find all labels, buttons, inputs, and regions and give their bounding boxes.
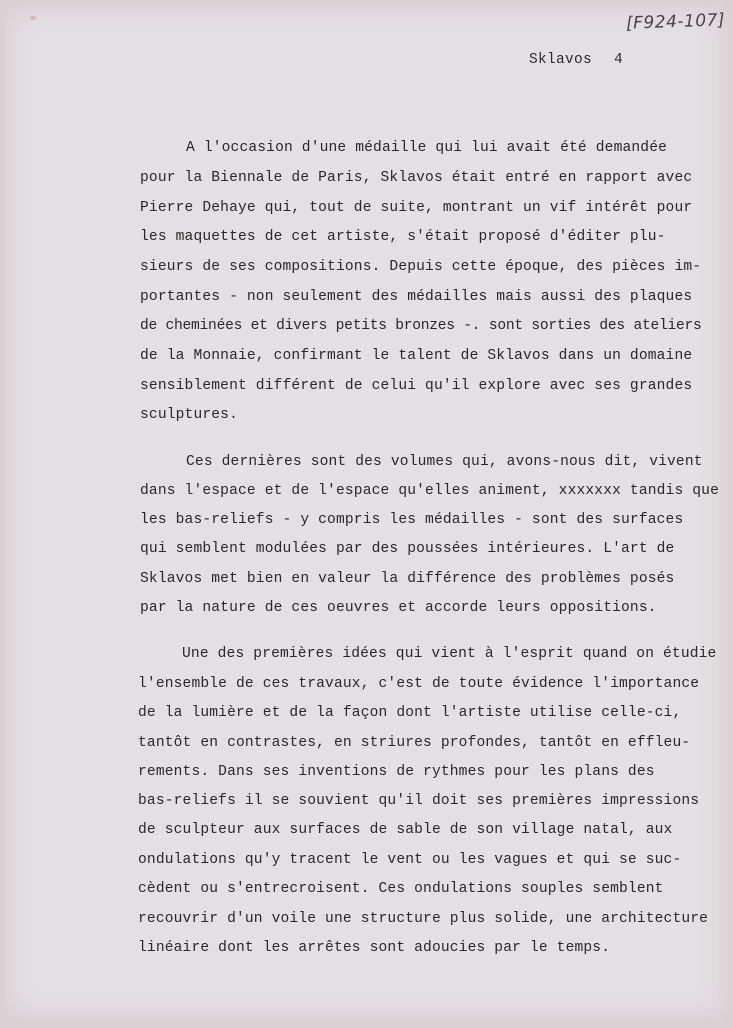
header-page-number: 4 [614, 52, 624, 68]
text-line: ondulations qu'y tracent le vent ou les vagues et qui se suc- [138, 852, 682, 868]
text-line: Ces dernières sont des volumes qui, avons-nous dit, vivent [186, 454, 703, 470]
stain-mark [30, 16, 36, 20]
archive-reference: [F924-107] [625, 10, 726, 34]
text-line: de cheminées et divers petits bronzes -. sont sorties des ateliers [140, 318, 702, 334]
text-line: de sculpteur aux surfaces de sable de son village natal, aux [138, 822, 673, 838]
page-header [529, 52, 623, 68]
text-line: Sklavos met bien en valeur la différence des problèmes posés [140, 571, 675, 587]
text-line: qui semblent modulées par des poussées intérieures. L'art de [140, 541, 675, 557]
text-line: tantôt en contrastes, en striures profondes, tantôt en effleu- [138, 735, 691, 751]
text-line: de la lumière et de la façon dont l'artiste utilise celle-ci, [138, 705, 682, 721]
text-line: les maquettes de cet artiste, s'était proposé d'éditer plu- [140, 229, 666, 245]
text-line: A l'occasion d'une médaille qui lui avait été demandée [186, 140, 668, 156]
text-line: cèdent ou s'entrecroisent. Ces ondulations souples semblent [138, 881, 664, 897]
document-page [4, 4, 729, 1020]
text-line: pour la Biennale de Paris, Sklavos était entré en rapport avec [140, 170, 693, 186]
text-line: les bas-reliefs - y compris les médailles - sont des surfaces [140, 512, 684, 528]
text-line: recouvrir d'un voile une structure plus solide, une architecture [138, 911, 709, 927]
text-line: portantes - non seulement des médailles mais aussi des plaques [140, 289, 693, 305]
text-line: sensiblement différent de celui qu'il explore avec ses grandes [140, 378, 693, 394]
header-author: Sklavos [529, 52, 593, 68]
text-line: Une des premières idées qui vient à l'esprit quand on étudie [182, 646, 717, 662]
text-line: de la Monnaie, confirmant le talent de Sklavos dans un domaine [140, 348, 693, 364]
text-line: linéaire dont les arrêtes sont adoucies par le temps. [138, 940, 611, 956]
text-line: sculptures. [140, 407, 238, 423]
text-line: dans l'espace et de l'espace qu'elles animent, xxxxxxx tandis que [140, 483, 719, 499]
text-line: rements. Dans ses inventions de rythmes pour les plans des [138, 764, 655, 780]
text-line: l'ensemble de ces travaux, c'est de toute évidence l'importance [138, 676, 700, 692]
text-line: par la nature de ces oeuvres et accorde leurs oppositions. [140, 600, 657, 616]
text-line: Pierre Dehaye qui, tout de suite, montrant un vif intérêt pour [140, 200, 693, 216]
text-line: sieurs de ses compositions. Depuis cette époque, des pièces im- [140, 259, 702, 275]
text-line: bas-reliefs il se souvient qu'il doit ses premières impressions [138, 793, 700, 809]
